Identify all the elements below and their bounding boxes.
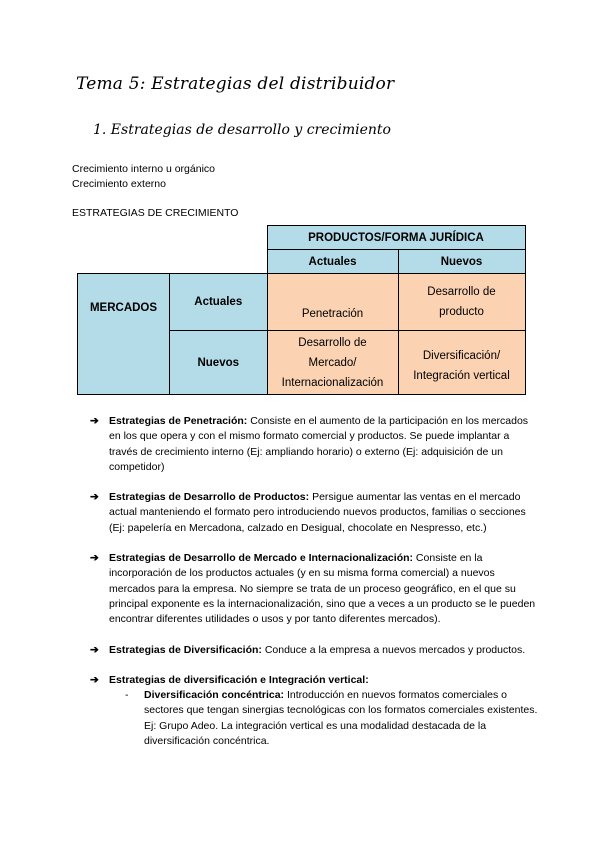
list-item-heading: Estrategias de Diversificación:	[109, 643, 262, 656]
arrow-right-icon: ➔	[90, 643, 99, 656]
cell-text-line: producto	[439, 306, 484, 318]
col-header-actuales: Actuales	[267, 250, 398, 274]
list-item	[90, 414, 540, 475]
sub-list-item-heading: Diversificación concéntrica:	[144, 689, 285, 702]
list-item	[90, 551, 540, 627]
dash-bullet: -	[125, 689, 129, 702]
row-group-mercados: MERCADOS	[78, 274, 170, 395]
products-header: PRODUCTOS/FORMA JURÍDICA	[267, 226, 525, 250]
growth-matrix-table	[77, 225, 526, 395]
col-header-nuevos: Nuevos	[398, 250, 525, 274]
sub-list-item	[90, 688, 540, 749]
arrow-right-icon: ➔	[90, 415, 99, 427]
cell-diversificacion	[398, 331, 525, 395]
list-item-text: Conduce a la empresa a nuevos mercados y productos.	[261, 643, 526, 656]
list-item	[90, 673, 540, 749]
cell-text-line: Mercado/	[308, 356, 357, 369]
list-item-heading: Estrategias de Penetración:	[109, 415, 248, 427]
growth-type-external: Crecimiento externo	[72, 178, 166, 190]
list-item-heading: Estrategias de Desarrollo de Productos:	[109, 491, 310, 504]
list-item-text: Consiste en la incorporación de los productos actuales (y en su misma forma comercial) a nuevos mercados para la empresa. No siempre se trata de un proceso geográfico, en el que su principal exponente es la internacionalización, sino que a veces a un producto se le pueden encontrar diferentes utilidades o usos y por tanto diferentes mercados).	[109, 552, 536, 626]
cell-desarrollo-mercado	[267, 331, 398, 395]
arrow-right-icon: ➔	[90, 552, 99, 565]
cell-text-line: Internacionalización	[281, 376, 384, 389]
list-item	[90, 490, 540, 536]
cell-penetracion-text: Penetración	[301, 308, 364, 320]
section-heading: 1. Estrategias de desarrollo y crecimiento	[93, 122, 391, 138]
cell-text-line: Integración vertical	[413, 369, 510, 382]
cell-penetracion	[267, 274, 398, 331]
row-header-nuevos: Nuevos	[170, 331, 268, 395]
cell-text-line: Desarrollo de	[427, 286, 496, 298]
table-caption: ESTRATEGIAS DE CRECIMIENTO	[72, 207, 239, 219]
list-item-heading: Estrategias de Desarrollo de Mercado e Internacionalización:	[109, 552, 414, 565]
list-item-heading: Estrategias de diversificación e Integración vertical:	[109, 673, 369, 686]
row-header-actuales: Actuales	[170, 274, 268, 331]
arrow-right-icon: ➔	[90, 673, 99, 686]
cell-text-line: Diversificación/	[422, 349, 501, 362]
cell-text-line: Desarrollo de	[298, 336, 367, 349]
page-title: Tema 5: Estrategias del distribuidor	[76, 74, 395, 94]
growth-type-internal: Crecimiento interno u orgánico	[72, 163, 215, 175]
sub-list-item-text: Introducción en nuevos formatos comerciales o sectores que tengan sinergias tecnológicas con los formatos comerciales existentes. Ej: Grupo Adeo. La integración vertical es una modalidad destacada de la diversificación concéntrica.	[144, 689, 538, 748]
strategy-list	[90, 414, 540, 749]
arrow-right-icon: ➔	[90, 491, 99, 504]
list-item	[90, 643, 540, 658]
cell-desarrollo-producto	[398, 274, 525, 331]
list-item-text: Consiste en el aumento de la participación en los mercados en los que opera y con el mismo formato comercial y productos. Se puede implantar a través de crecimiento interno (Ej: ampliando horario) o externo (Ej: adquisición de un competidor)	[109, 415, 529, 473]
list-item-text: Persigue aumentar las ventas en el mercado actual manteniendo el formato pero introduciendo nuevos productos, familias o secciones (Ej: papelería en Mercadona, calzado en Desigual, chocolate en Nespresso, etc.)	[109, 491, 526, 534]
